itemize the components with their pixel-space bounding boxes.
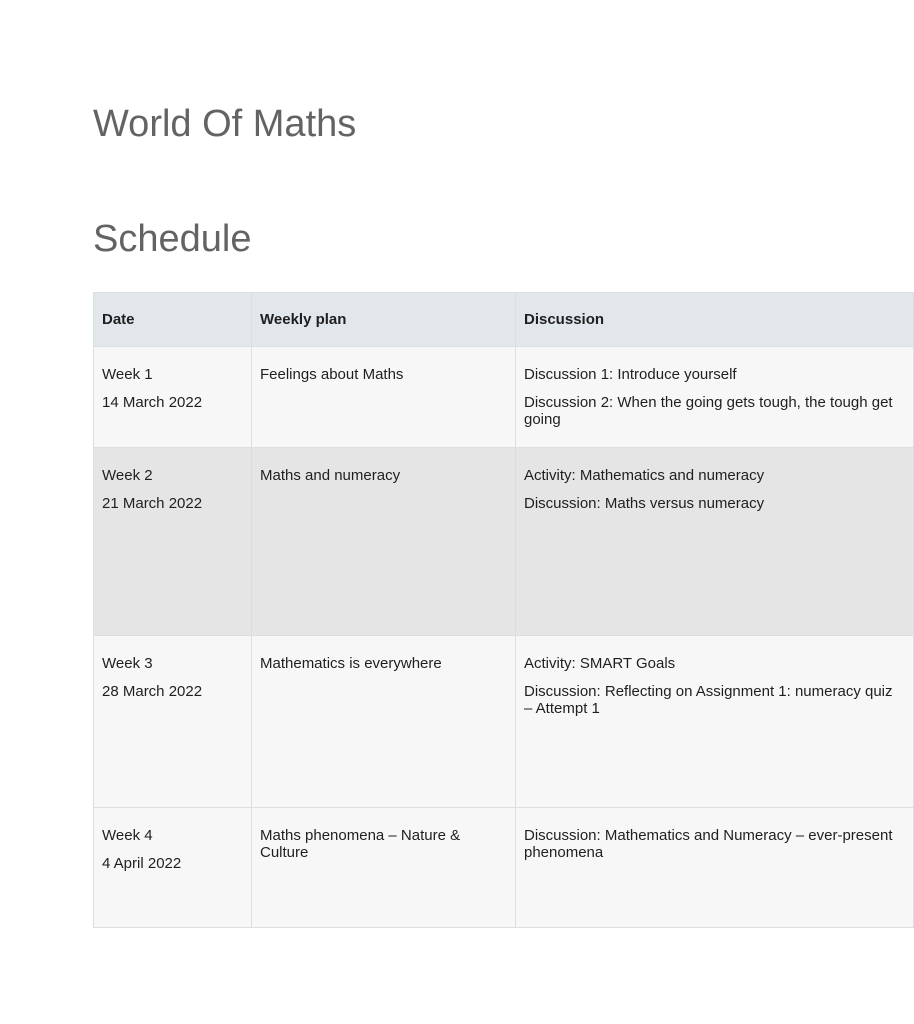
table-row [94, 808, 914, 928]
schedule-table [93, 292, 914, 928]
header-discussion: Discussion [516, 293, 914, 347]
week-label: Week 2 [102, 467, 153, 484]
week-label: Week 1 [102, 366, 153, 383]
weekly-plan-cell [252, 808, 516, 928]
page-title: World Of Maths [93, 103, 357, 145]
week-label: Week 4 [102, 827, 153, 844]
discussion-cell [516, 636, 914, 808]
week-date: 21 March 2022 [102, 495, 203, 512]
discussion-item: Discussion 1: Introduce yourself [524, 366, 737, 383]
date-cell [94, 347, 252, 448]
date-cell [94, 808, 252, 928]
discussion-item: Activity: Mathematics and numeracy [524, 467, 765, 484]
weekly-plan-cell [252, 448, 516, 636]
schedule-table-container[interactable] [93, 292, 893, 902]
weekly-plan-text: Maths phenomena – Nature & Culture [260, 827, 461, 861]
section-heading-schedule: Schedule [93, 218, 252, 260]
weekly-plan-text: Mathematics is everywhere [260, 655, 442, 672]
discussion-cell [516, 448, 914, 636]
weekly-plan-text: Maths and numeracy [260, 467, 401, 484]
discussion-item: Discussion: Mathematics and Numeracy – ever-present phenomena [524, 827, 893, 861]
table-row [94, 347, 914, 448]
table-row [94, 636, 914, 808]
discussion-item: Discussion 2: When the going gets tough, the tough get going [524, 394, 893, 428]
table-row [94, 448, 914, 636]
header-weekly-plan: Weekly plan [252, 293, 516, 347]
weekly-plan-text: Feelings about Maths [260, 366, 404, 383]
week-date: 28 March 2022 [102, 683, 203, 700]
discussion-cell [516, 808, 914, 928]
date-cell [94, 636, 252, 808]
discussion-cell [516, 347, 914, 448]
week-date: 14 March 2022 [102, 394, 203, 411]
discussion-item: Discussion: Reflecting on Assignment 1: numeracy quiz – Attempt 1 [524, 683, 893, 717]
weekly-plan-cell [252, 347, 516, 448]
week-date: 4 April 2022 [102, 855, 182, 872]
header-date: Date [94, 293, 252, 347]
week-label: Week 3 [102, 655, 153, 672]
discussion-item: Discussion: Maths versus numeracy [524, 495, 765, 512]
table-header-row [94, 293, 914, 347]
discussion-item: Activity: SMART Goals [524, 655, 676, 672]
weekly-plan-cell [252, 636, 516, 808]
date-cell [94, 448, 252, 636]
